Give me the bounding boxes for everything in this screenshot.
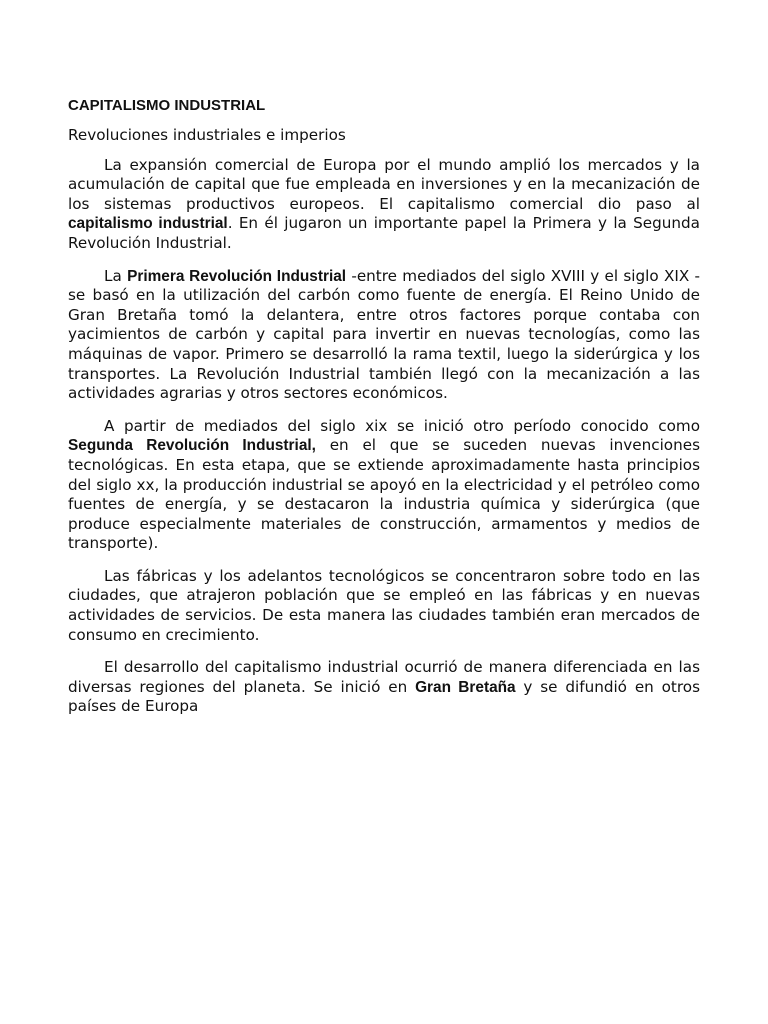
paragraph-text: . En él jugaron un importante papel la Primera y la Segunda Revolución Industrial. xyxy=(68,214,700,252)
bold-term: capitalismo industrial xyxy=(68,215,228,233)
bold-term: Primera Revolución Industrial xyxy=(127,267,347,285)
paragraph-4 xyxy=(68,567,700,645)
document-title: CAPITALISMO INDUSTRIAL xyxy=(68,97,266,114)
paragraph-text: El desarrollo del capitalismo industrial ocurrió de manera diferenciada en las diversas regiones del planeta. Se inició en xyxy=(68,658,700,696)
paragraph-text: Las fábricas y los adelantos tecnológicos se concentraron sobre todo en las ciudades, que atrajeron población que se empleó en las fábricas y en nuevas actividades de servicios. De esta manera las ciudades también eran mercados de consumo en crecimiento. xyxy=(68,566,700,644)
bold-term: Gran Bretaña xyxy=(415,678,516,696)
paragraph-text: A partir de mediados del siglo xix se inició otro período conocido como xyxy=(104,416,700,435)
document-subtitle: Revoluciones industriales e imperios xyxy=(68,126,346,144)
paragraph-1 xyxy=(68,156,700,254)
bold-term: Segunda Revolución Industrial, xyxy=(68,437,316,455)
paragraph-text: y se difundió en otros países de Europa xyxy=(68,677,700,716)
paragraph-text: La xyxy=(104,266,128,285)
paragraph-text: -entre mediados del siglo XVIII y el siglo XIX - se basó en la utilización del carbón como fuente de energía. El Reino Unido de Gran Bretaña tomó la delantera, entre otros factores porque contaba con yacimientos de carbón y capital para invertir en nuevas tecnologías, como las máquinas de vapor. Primero se desarrolló la rama textil, luego la siderúrgica y los transportes. La Revolución Industrial también llegó con la mecanización a las actividades agrarias y otros sectores económicos. xyxy=(68,266,700,403)
paragraph-5 xyxy=(68,658,700,717)
paragraph-2 xyxy=(68,267,700,404)
paragraph-text: en el que se suceden nuevas invenciones tecnológicas. En esta etapa, que se extiende aproximadamente hasta principios del siglo xx, la producción industrial se apoyó en la electricidad y el petróleo como fuentes de energía, y se destacaron la industria química y siderúrgica (que produce especialmente materiales de construcción, armamentos y medios de transporte). xyxy=(68,436,700,553)
paragraph-text: La expansión comercial de Europa por el mundo amplió los mercados y la acumulación de capital que fue empleada en inversiones y en la mecanización de los sistemas productivos europeos. El capitalismo comercial dio paso al xyxy=(68,155,700,213)
paragraph-3 xyxy=(68,417,700,554)
document-page xyxy=(68,95,700,730)
